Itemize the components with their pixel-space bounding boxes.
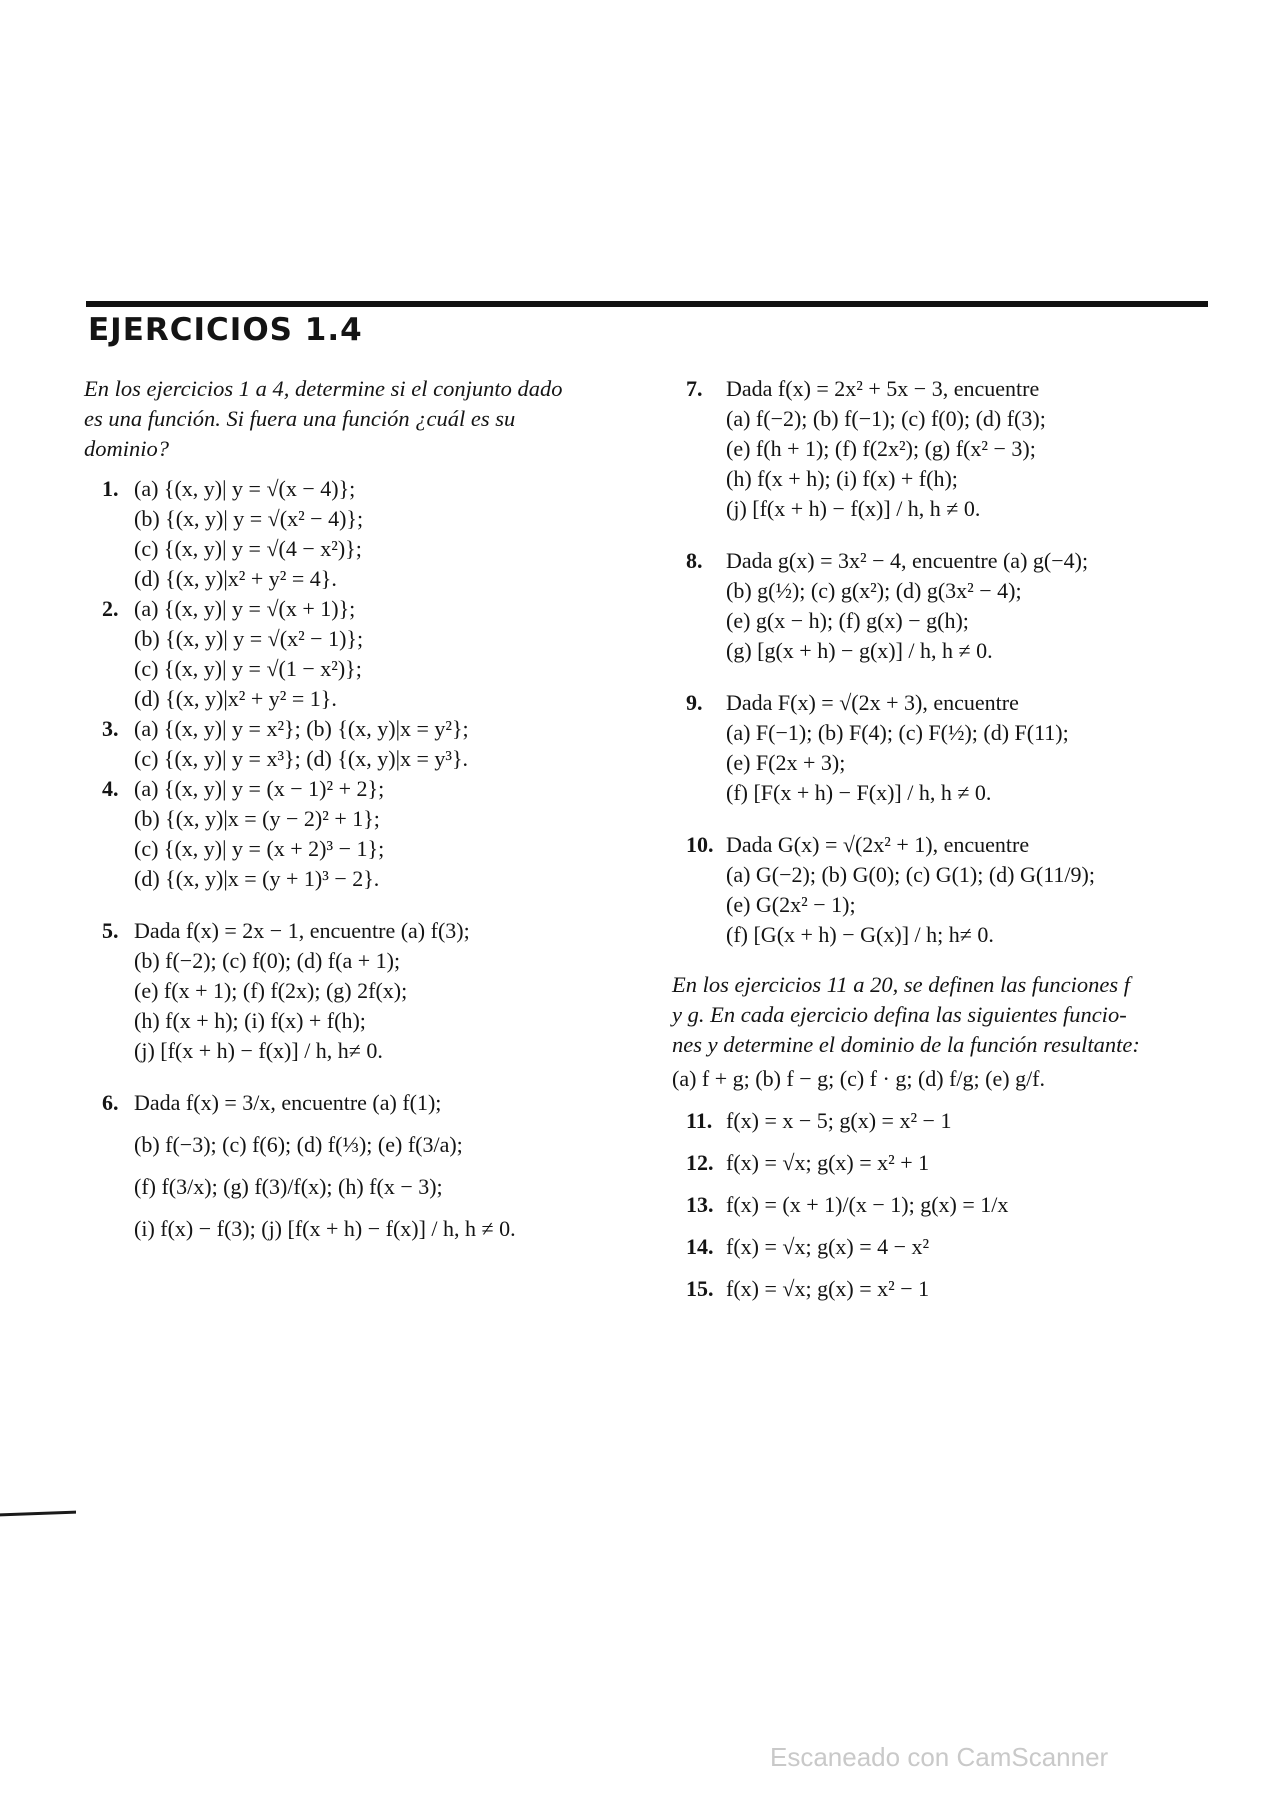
exercise-12: 12. f(x) = √x; g(x) = x² + 1 [686,1150,930,1175]
exercise-11: 11. f(x) = x − 5; g(x) = x² − 1 [686,1108,952,1133]
page-title: EJERCICIOS 1.4 [88,312,363,348]
exercise-1: 1. (a) {(x, y)| y = √(x − 4)}; (b) {(x, y)| y = √(x² − 4)}; (c) {(x, y)| y = √(4 − x²)}; (d) {(x, y)|x² + y² = 4}. [102,476,364,591]
exercise-9: 9. Dada F(x) = √(2x + 3), encuentre (a) F(−1); (b) F(4); (c) F(½); (d) F(11); (e) F(2x + 3); (f) [F(x + h) − F(x)] / h, h ≠ 0. [686,690,1069,805]
intro-text-11-20: En los ejercicios 11 a 20, se definen las funciones f y g. En cada ejercicio defina las siguientes funcio- nes y determine el dominio de la función resultante: [672,972,1140,1057]
exercise-6: 6. Dada f(x) = 3/x, encuentre (a) f(1); (b) f(−3); (c) f(6); (d) f(⅓); (e) f(3/a); (f) f(3/x); (g) f(3)/f(x); (h) f(x − 3); (i) f(x) − f(3); (j) [f(x + h) − f(x)] / h, h ≠ 0. [102,1090,516,1241]
left-column [84,374,644,1244]
top-rule [86,301,1208,307]
exercise-15: 15. f(x) = √x; g(x) = x² − 1 [686,1276,930,1301]
right-column [672,374,1210,1304]
intro-text-1-4: En los ejercicios 1 a 4, determine si el conjunto dado es una función. Si fuera una función ¿cuál es su dominio? [84,376,563,461]
operations-list: (a) f + g; (b) f − g; (c) f · g; (d) f/g; (e) g/f. [672,1066,1046,1091]
exercise-7: 7. Dada f(x) = 2x² + 5x − 3, encuentre (a) f(−2); (b) f(−1); (c) f(0); (d) f(3); (e) f(h + 1); (f) f(2x²); (g) f(x² − 3); (h) f(x + h); (i) f(x) + f(h); (j) [f(x + h) − f(x)] / h, h ≠ 0. [686,376,1046,521]
exercise-5: 5. Dada f(x) = 2x − 1, encuentre (a) f(3); (b) f(−2); (c) f(0); (d) f(a + 1); (e) f(x + 1); (f) f(2x); (g) 2f(x); (h) f(x + h); (i) f(x) + f(h); (j) [f(x + h) − f(x)] / h, h≠ 0. [102,918,470,1063]
exercise-8: 8. Dada g(x) = 3x² − 4, encuentre (a) g(−4); (b) g(½); (c) g(x²); (d) g(3x² − 4); (e) g(x − h); (f) g(x) − g(h); (g) [g(x + h) − g(x)] / h, h ≠ 0. [686,548,1089,663]
exercise-14: 14. f(x) = √x; g(x) = 4 − x² [686,1234,930,1259]
exercise-13: 13. f(x) = (x + 1)/(x − 1); g(x) = 1/x [686,1192,1009,1217]
exercise-10: 10. Dada G(x) = √(2x² + 1), encuentre (a) G(−2); (b) G(0); (c) G(1); (d) G(11/9); (e) G(2x² − 1); (f) [G(x + h) − G(x)] / h; h≠ 0. [686,832,1095,947]
exercise-2: 2. (a) {(x, y)| y = √(x + 1)}; (b) {(x, y)| y = √(x² − 1)}; (c) {(x, y)| y = √(1 − x²)}; (d) {(x, y)|x² + y² = 1}. [102,596,364,711]
function-list [672,1106,1210,1304]
scan-edge-mark [0,1511,76,1517]
exercise-3: 3. (a) {(x, y)| y = x²}; (b) {(x, y)|x = y²}; (c) {(x, y)| y = x³}; (d) {(x, y)|x = y³}. [102,716,469,771]
scanner-watermark: Escaneado con CamScanner [770,1742,1109,1772]
exercise-4: 4. (a) {(x, y)| y = (x − 1)² + 2}; (b) {(x, y)|x = (y − 2)² + 1}; (c) {(x, y)| y = (x + 2)³ − 1}; (d) {(x, y)|x = (y + 1)³ − 2}. [102,776,385,891]
